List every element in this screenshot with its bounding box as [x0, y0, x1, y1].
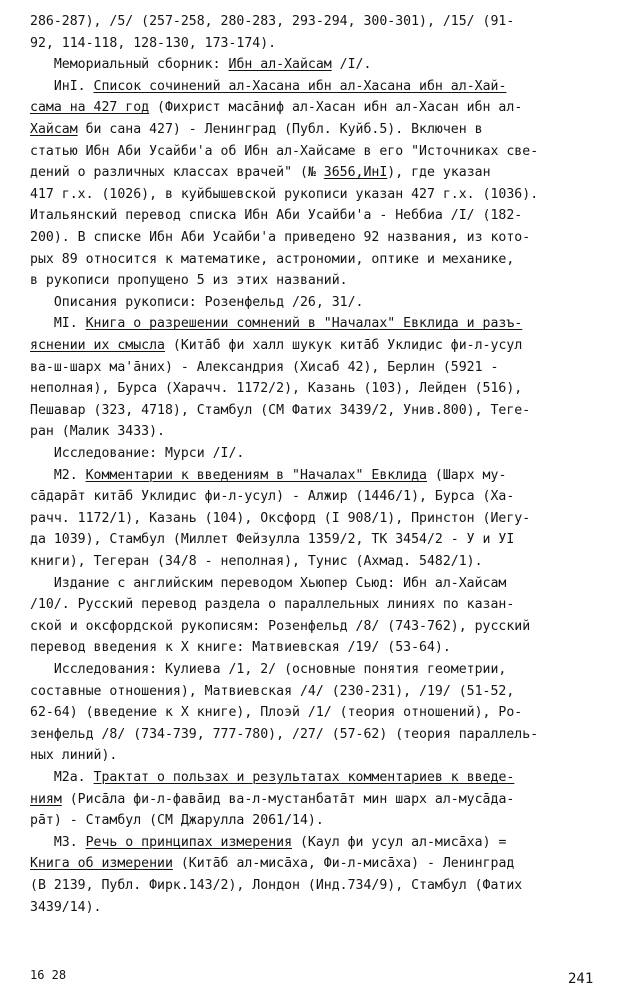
text-line [30, 142, 538, 162]
text-line [30, 206, 522, 226]
text-line [30, 703, 522, 723]
text-line [30, 185, 538, 205]
text-line [30, 682, 514, 702]
text-line [30, 379, 522, 399]
text-line [30, 725, 538, 745]
text-run: ва-ш-шарх ма'āних) - Александрия (Хисаб 42), Берлин (5921 - [30, 359, 499, 375]
underlined-title: Речь о принципах измерения [85, 834, 293, 850]
text-line [30, 55, 371, 75]
text-run: Описания рукописи: Розенфельд /26, 31/. [30, 294, 364, 310]
text-line [30, 336, 522, 356]
text-line [30, 660, 506, 680]
text-line [30, 98, 522, 118]
text-run: ных линий). [30, 748, 118, 764]
underlined-title: 3656,ИнI [323, 165, 388, 181]
text-run: 286-287), /5/ (257-258, 280-283, 293-294, 300-301), /15/ (91- [30, 14, 515, 29]
text-run: Мемориальный сборник: [30, 57, 229, 73]
text-run: составные отношения), Матвиевская /4/ (230-231), /19/ (51-52, [30, 683, 515, 699]
text-run: М2а. [30, 770, 94, 785]
text-run: Издание с английским переводом Хьюпер Сьюд: Ибн ал-Хайсам [30, 575, 507, 591]
text-line [30, 746, 117, 766]
text-line [30, 530, 514, 550]
text-run: (Каул фи усул ал-мисāха) = [292, 834, 507, 850]
text-line [30, 768, 514, 788]
text-run: (Рисāла фи-л-фавāид ва-л-мустанбатāт мин шарх ал-мусāда- [61, 791, 515, 807]
text-line [30, 228, 530, 248]
text-run: перевод введения к Х книге: Матвиевская /19/ (53-64). [30, 640, 451, 656]
text-run: би сана 427) - Ленинград (Публ. Куйб.5). Включен в [77, 122, 483, 137]
text-run: неполная), Бурса (Харачч. 1172/2), Казань (103), Лейден (516), [30, 381, 523, 397]
text-line [30, 811, 324, 831]
underlined-title: ниям [30, 791, 62, 807]
text-run: ИнI. [30, 78, 94, 94]
text-line [30, 876, 522, 896]
text-line [30, 444, 244, 464]
underlined-title: Книга о разрешении сомнений в "Началах" Евклида и разъ- [85, 316, 523, 332]
text-run: М3. [30, 834, 86, 850]
text-line [30, 250, 514, 270]
page-number: 241 [568, 971, 594, 987]
text-line [30, 120, 483, 140]
text-run: /10/. Русский перевод раздела о параллельных линиях по казан- [30, 597, 515, 613]
text-run: статью Ибн Аби Усайби'а об Ибн ал-Хайсаме в его "Источниках све- [30, 143, 539, 159]
underlined-title: Список сочинений ал-Хасана ибн ал-Хасана ибн ал-Хай- [93, 78, 507, 94]
text-line [30, 358, 498, 378]
underlined-title: Хайсам [30, 122, 78, 137]
text-run: да 1039), Стамбул (Миллет Фейзулла 1359/2, ТК 3454/2 - У и УI [30, 532, 515, 548]
text-line [30, 77, 506, 97]
text-run: (Шарх му- [426, 467, 507, 483]
underlined-title: Трактат о пользах и результатах комментариев к введе- [93, 770, 515, 785]
print-code: 16 28 [30, 968, 67, 982]
underlined-title: Книга об измерении [30, 856, 173, 872]
text-line [30, 487, 514, 507]
text-line [30, 163, 491, 183]
text-line [30, 574, 506, 594]
text-run: 417 г.х. (1026), в куйбышевской рукописи указан 427 г.х. (1036). [30, 186, 539, 202]
text-run: рых 89 относится к математике, астрономии, оптике и механике, [30, 251, 515, 267]
underlined-title: яснении их смысла [30, 338, 165, 353]
text-run: 92, 114-118, 128-130, 173-174). [30, 35, 277, 51]
text-line [30, 617, 530, 637]
text-run: Итальянский перевод списка Ибн Аби Усайби'а - Неббиа /I/ (182- [30, 208, 523, 224]
text-line [30, 422, 165, 442]
text-run: ), где указан [387, 165, 491, 181]
text-line [30, 271, 348, 291]
text-run: (В 2139, Публ. Фирк.143/2), Лондон (Инд.734/9), Стамбул (Фатих [30, 878, 523, 893]
text-line [30, 314, 522, 334]
text-run: ской и оксфордской рукописям: Розенфельд /8/ (743-762), русский [30, 618, 531, 634]
underlined-title: сама на 427 год [30, 100, 150, 116]
text-line [30, 12, 514, 32]
text-line [30, 833, 506, 853]
text-run: рāт) - Стамбул (СМ Джарулла 2061/14). [30, 813, 324, 829]
text-line [30, 854, 514, 874]
text-line [30, 595, 514, 615]
text-run: Пешавар (323, 4718), Стамбул (СМ Фатих 3439/2, Унив.800), Теге- [30, 402, 531, 418]
text-run: /I/. [331, 57, 372, 73]
text-run: 62-64) (введение к Х книге), Плоэй /1/ (теория отношений), Ро- [30, 705, 523, 721]
text-run: Исследования: Кулиева /1, 2/ (основные понятия геометрии, [30, 662, 507, 677]
text-run: М2. [30, 467, 86, 483]
text-run: ран (Малик 3433). [30, 424, 165, 440]
text-run: сāдарāт китāб Уклидис фи-л-усул) - Алжир (1446/1), Бурса (Ха- [30, 489, 515, 505]
text-line [30, 552, 483, 572]
text-run: (Китāб ал-мисāха, Фи-л-мисāха) - Ленинград [172, 856, 515, 872]
underlined-title: Ибн ал-Хайсам [228, 57, 332, 73]
text-run: рачч. 1172/1), Казань (104), Оксфорд (I 908/1), Принстон (Иегу- [30, 510, 531, 526]
text-line [30, 401, 530, 421]
text-line [30, 638, 451, 658]
text-run: (Китāб фи халл шукук китāб Уклидис фи-л-усул [164, 338, 523, 353]
text-run: МI. [30, 316, 86, 332]
text-run: 3439/14). [30, 899, 102, 915]
text-run: 200). В списке Ибн Аби Усайби'а приведено 92 названия, из кото- [30, 230, 531, 245]
text-line [30, 790, 514, 810]
text-line [30, 509, 530, 529]
text-line [30, 34, 276, 54]
text-run: дений о различных классах врачей" (№ [30, 165, 324, 181]
text-run: Исследование: Мурси /I/. [30, 446, 245, 461]
text-line [30, 466, 506, 486]
text-line [30, 293, 363, 313]
text-run: (Фихрист масāниф ал-Хасан ибн ал-Хасан ибн ал- [149, 100, 523, 116]
text-line [30, 898, 101, 918]
text-run: зенфельд /8/ (734-739, 777-780), /27/ (57-62) (теория параллель- [30, 726, 539, 742]
text-run: в рукописи пропущено 5 из этих названий. [30, 273, 348, 289]
text-run: книги), Тегеран (34/8 - неполная), Тунис (Ахмад. 5482/1). [30, 554, 483, 569]
underlined-title: Комментарии к введениям в "Началах" Евклида [85, 467, 427, 483]
